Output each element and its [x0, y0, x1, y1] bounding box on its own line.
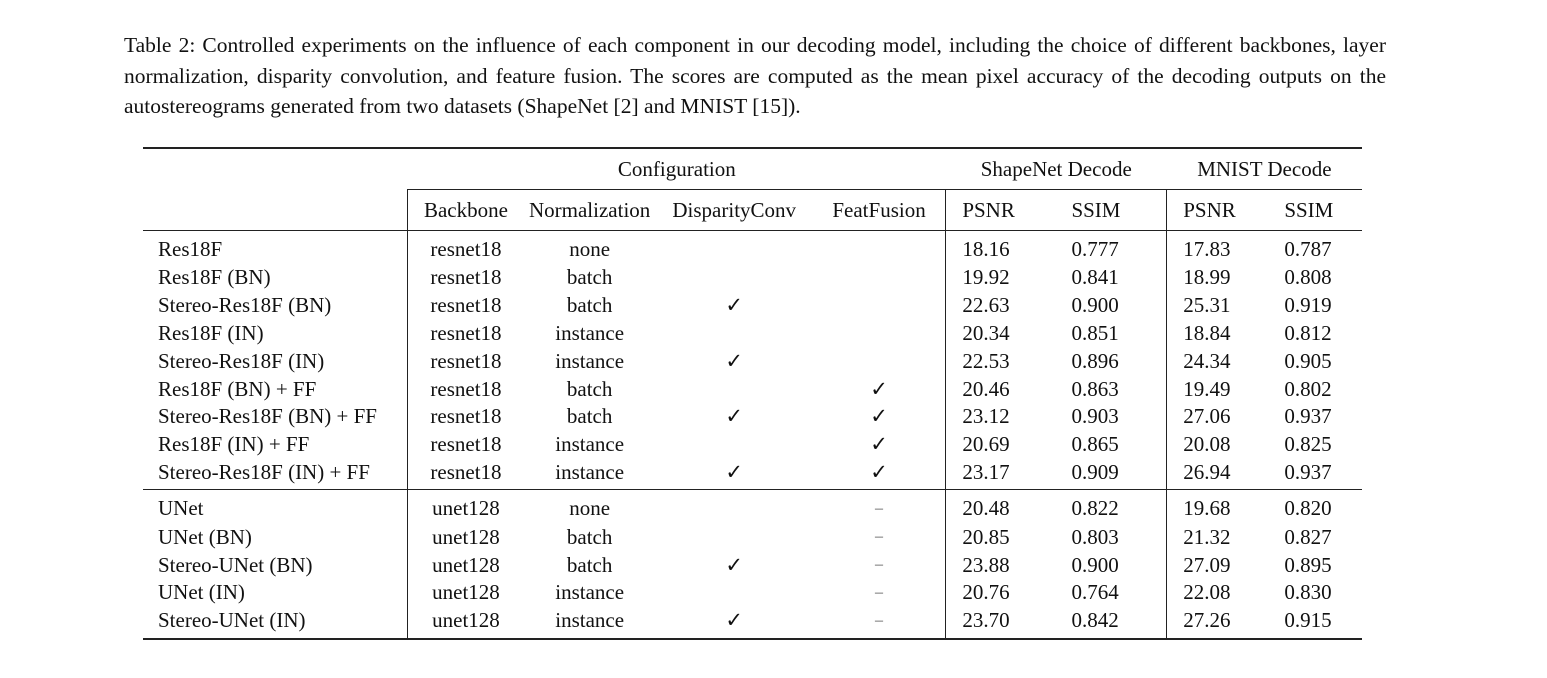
row-name: Res18F (IN) + FF	[158, 432, 310, 457]
row-name: UNet (BN)	[158, 524, 252, 549]
cell-ssim-mnist: 0.919	[1284, 293, 1332, 318]
row-name: Stereo-Res18F (IN)	[158, 348, 325, 373]
cell-disparityconv: ✓	[725, 404, 744, 429]
cell-ssim-mnist: 0.937	[1284, 404, 1332, 429]
cell-ssim-shapenet: 0.764	[1071, 580, 1119, 605]
cell-normalization: instance	[555, 432, 625, 457]
cell-psnr-shapenet: 22.53	[946, 347, 1056, 375]
cell-disparityconv: ✓	[656, 607, 813, 639]
cell-ssim-shapenet: 0.900	[1071, 293, 1119, 318]
cell-ssim-mnist: 0.820	[1270, 490, 1362, 524]
table-row	[143, 459, 1362, 490]
cell-psnr-mnist: 27.06	[1167, 403, 1271, 431]
row-name: Res18F (IN)	[158, 320, 264, 345]
cell-psnr-mnist: 18.84	[1167, 320, 1271, 348]
cell-normalization: instance	[524, 607, 656, 639]
cell-disparityconv	[656, 490, 813, 524]
cell-ssim-shapenet: 0.851	[1071, 320, 1119, 345]
header-ssim-mnist: SSIM	[1270, 190, 1362, 231]
header-group-row	[143, 148, 1362, 190]
cell-featfusion: –	[875, 583, 884, 601]
cell-disparityconv	[656, 375, 813, 403]
cell-psnr-shapenet: 23.17	[946, 459, 1056, 490]
cell-normalization: batch	[566, 293, 613, 318]
cell-disparityconv: ✓	[725, 348, 744, 373]
cell-psnr-shapenet: 23.88	[946, 551, 1056, 579]
cell-featfusion	[813, 231, 946, 265]
row-name: Stereo-Res18F (BN)	[158, 293, 332, 318]
header-backbone: Backbone	[408, 190, 524, 231]
cell-backbone: resnet18	[408, 459, 524, 490]
cell-disparityconv: ✓	[725, 552, 744, 577]
cell-disparityconv	[656, 231, 813, 265]
header-normalization: Normalization	[524, 190, 656, 231]
cell-ssim-mnist: 0.787	[1284, 237, 1332, 261]
cell-ssim-shapenet: 0.803	[1071, 524, 1119, 549]
cell-disparityconv: ✓	[725, 459, 744, 484]
cell-normalization: batch	[566, 404, 613, 429]
header-psnr-shapenet: PSNR	[946, 190, 1056, 231]
cell-featfusion: –	[813, 490, 946, 524]
cell-featfusion: ✓	[870, 404, 888, 429]
cell-normalization: instance	[555, 348, 625, 373]
cell-psnr-mnist: 27.26	[1167, 607, 1271, 639]
cell-psnr-mnist: 18.99	[1167, 264, 1271, 292]
cell-backbone: resnet18	[408, 431, 524, 459]
cell-disparityconv	[656, 523, 813, 551]
cell-psnr-shapenet: 23.70	[946, 607, 1056, 639]
resnet-group	[143, 231, 1362, 490]
cell-featfusion	[813, 320, 946, 348]
cell-psnr-mnist: 22.08	[1167, 579, 1271, 607]
cell-ssim-mnist: 0.827	[1284, 524, 1332, 549]
cell-ssim-shapenet: 0.822	[1055, 490, 1166, 524]
row-name: Stereo-UNet (BN)	[158, 552, 313, 577]
cell-psnr-shapenet: 20.69	[946, 431, 1056, 459]
cell-psnr-mnist: 17.83	[1167, 231, 1271, 265]
cell-backbone: resnet18	[408, 403, 524, 431]
row-name: Res18F (BN) + FF	[158, 376, 317, 401]
cell-psnr-shapenet: 22.63	[946, 292, 1056, 320]
row-name: Stereo-Res18F (BN) + FF	[158, 404, 377, 429]
row-name: Stereo-Res18F (IN) + FF	[158, 459, 370, 484]
cell-ssim-mnist: 0.915	[1270, 607, 1362, 639]
row-name: Stereo-UNet (IN)	[143, 607, 408, 639]
cell-backbone: resnet18	[408, 375, 524, 403]
cell-featfusion: ✓	[870, 459, 888, 484]
cell-ssim-shapenet: 0.777	[1071, 237, 1119, 261]
cell-psnr-mnist: 19.68	[1167, 490, 1271, 524]
table-caption: Table 2: Controlled experiments on the influence of each component in our decoding model, including the choice of different backbones, layer normalization, disparity convolution, and feature fusion. The scores are computed as the mean pixel accuracy of the decoding outputs on the autostereograms generated from two datasets (ShapeNet [2] and MNIST [15]).	[124, 33, 1386, 118]
row-name: Res18F (BN)	[158, 265, 271, 290]
cell-ssim-shapenet: 0.909	[1071, 459, 1119, 484]
cell-ssim-mnist: 0.937	[1284, 459, 1332, 484]
cell-featfusion	[813, 292, 946, 320]
cell-disparityconv	[656, 320, 813, 348]
table-row	[143, 607, 1362, 639]
cell-ssim-mnist: 0.808	[1284, 265, 1332, 290]
cell-ssim-shapenet: 0.896	[1071, 348, 1119, 373]
cell-disparityconv	[656, 431, 813, 459]
cell-normalization: batch	[566, 376, 613, 401]
cell-backbone: resnet18	[408, 292, 524, 320]
header-mnist-decode: MNIST Decode	[1167, 148, 1362, 190]
header-disparityconv: DisparityConv	[656, 190, 813, 231]
cell-featfusion: –	[875, 528, 884, 546]
cell-psnr-mnist: 24.34	[1167, 347, 1271, 375]
table-row	[143, 403, 1362, 431]
unet-group	[143, 490, 1362, 639]
cell-normalization: batch	[566, 524, 613, 549]
cell-psnr-mnist: 19.49	[1167, 375, 1271, 403]
table-row	[143, 264, 1362, 292]
cell-backbone: unet128	[408, 579, 524, 607]
header-featfusion: FeatFusion	[813, 190, 946, 231]
cell-psnr-mnist: 20.08	[1167, 431, 1271, 459]
cell-backbone: resnet18	[408, 264, 524, 292]
table-row	[143, 431, 1362, 459]
cell-featfusion: –	[875, 556, 884, 574]
row-name: UNet	[143, 490, 408, 524]
cell-psnr-shapenet: 20.85	[946, 523, 1056, 551]
cell-backbone: unet128	[408, 607, 524, 639]
table-row	[143, 320, 1362, 348]
cell-ssim-shapenet: 0.842	[1055, 607, 1166, 639]
header-configuration: Configuration	[408, 148, 946, 190]
cell-psnr-mnist: 26.94	[1167, 459, 1271, 490]
header-column-row	[143, 190, 1362, 231]
header-psnr-mnist: PSNR	[1167, 190, 1271, 231]
cell-backbone: resnet18	[408, 347, 524, 375]
cell-ssim-mnist: 0.812	[1284, 320, 1332, 345]
cell-backbone: unet128	[408, 490, 524, 524]
cell-normalization: batch	[566, 265, 613, 290]
cell-ssim-shapenet: 0.865	[1071, 432, 1119, 457]
row-name: Res18F	[158, 237, 223, 261]
cell-featfusion: –	[813, 607, 946, 639]
cell-ssim-mnist: 0.830	[1284, 580, 1332, 605]
cell-normalization: none	[524, 490, 656, 524]
cell-psnr-shapenet: 20.76	[946, 579, 1056, 607]
cell-backbone: resnet18	[408, 231, 524, 265]
cell-ssim-mnist: 0.895	[1284, 552, 1332, 577]
cell-backbone: resnet18	[408, 320, 524, 348]
cell-ssim-shapenet: 0.900	[1071, 552, 1119, 577]
cell-normalization: instance	[555, 459, 625, 484]
table-row	[143, 551, 1362, 579]
table-row	[143, 490, 1362, 524]
cell-normalization: instance	[555, 580, 625, 605]
cell-psnr-shapenet: 20.46	[946, 375, 1056, 403]
cell-featfusion: ✓	[870, 376, 888, 401]
cell-featfusion	[813, 264, 946, 292]
cell-ssim-shapenet: 0.903	[1071, 404, 1119, 429]
cell-psnr-mnist: 25.31	[1167, 292, 1271, 320]
cell-disparityconv	[656, 579, 813, 607]
cell-psnr-shapenet: 19.92	[946, 264, 1056, 292]
cell-psnr-shapenet: 23.12	[946, 403, 1056, 431]
cell-normalization: batch	[566, 552, 613, 577]
table-row	[143, 347, 1362, 375]
cell-ssim-shapenet: 0.841	[1071, 265, 1119, 290]
cell-ssim-mnist: 0.905	[1284, 348, 1332, 373]
cell-ssim-shapenet: 0.863	[1071, 376, 1119, 401]
cell-normalization: instance	[555, 320, 625, 345]
cell-psnr-mnist: 27.09	[1167, 551, 1271, 579]
cell-normalization: none	[569, 237, 611, 261]
table-row	[143, 375, 1362, 403]
header-ssim-shapenet: SSIM	[1055, 190, 1166, 231]
cell-disparityconv	[656, 264, 813, 292]
header-shapenet-decode: ShapeNet Decode	[946, 148, 1167, 190]
cell-backbone: unet128	[408, 523, 524, 551]
cell-featfusion	[813, 347, 946, 375]
cell-psnr-shapenet: 18.16	[946, 231, 1056, 265]
cell-featfusion: ✓	[870, 432, 888, 457]
cell-ssim-mnist: 0.825	[1284, 432, 1332, 457]
row-name: UNet (IN)	[158, 580, 245, 605]
cell-psnr-shapenet: 20.48	[946, 490, 1056, 524]
cell-psnr-shapenet: 20.34	[946, 320, 1056, 348]
table-row	[143, 231, 1362, 265]
cell-ssim-mnist: 0.802	[1284, 376, 1332, 401]
table-row	[143, 292, 1362, 320]
cell-backbone: unet128	[408, 551, 524, 579]
results-table	[143, 147, 1362, 640]
table-row	[143, 523, 1362, 551]
cell-disparityconv: ✓	[725, 293, 744, 318]
table-row	[143, 579, 1362, 607]
cell-psnr-mnist: 21.32	[1167, 523, 1271, 551]
